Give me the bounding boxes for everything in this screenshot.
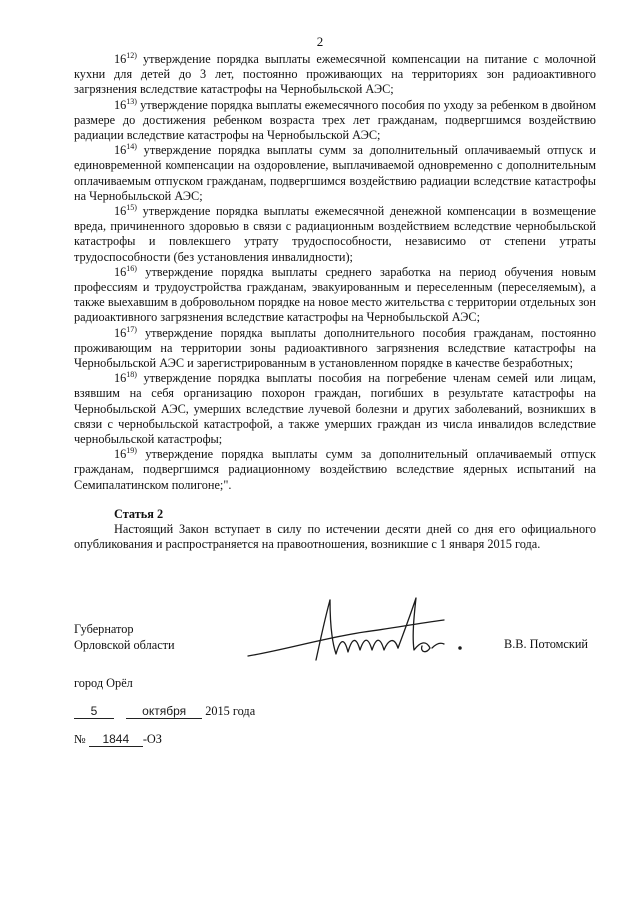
- paragraph-16-13: 16$^{13)}$ утверждение порядка выплаты ежемесячного пособия по уходу за ребенком в двойном размере до достижения ребенком возраста трех лет гражданам, подвергшимся воздействию радиации вследствие катастрофы на Чернобыльской АЭС;: [74, 96, 596, 143]
- article-heading: Статья 2: [114, 506, 164, 521]
- paragraph-16-14: 16$^{14)}$ утверждение порядка выплаты сумм за дополнительный оплачиваемый отпуск и единовременной компенсации на оздоровление, выплачиваемой одновременно с дополнительным оплачиваемым отпуском гражданам, подвергшимся воздействию радиации вследствие катастрофы на Чернобыльской АЭС;: [74, 142, 596, 203]
- law-body: [74, 52, 596, 553]
- paragraph-16-16: 16$^{16)}$ утверждение порядка выплаты среднего заработка на период обучения новым профессиям и трудоустройства гражданам, эвакуированным и переселенным (переселяемым), а также выехавшим в добровольном порядке на новое место жительства с территории отдельных зон радиоактивного загрязнения вследствие катастрофы на Чернобыльской АЭС;: [74, 263, 596, 325]
- paragraph-16-15: 16$^{15)}$ утверждение порядка выплаты ежемесячной денежной компенсации в возмещение вреда, причиненного здоровью в связи с радиационным воздействием вследствие чернобыльской катастрофы и повлекшего утрату трудоспособности, независимо от степени утраты трудоспособности (без установления инвалидности);: [74, 202, 596, 264]
- city: город Орёл: [74, 676, 133, 690]
- article-text: Настоящий Закон вступает в силу по истечении десяти дней со дня его официального опубликования и распространяется на правоотношения, возникшие с 1 января 2015 года.: [74, 522, 596, 552]
- date-year: 2015 года: [205, 704, 256, 718]
- signature-block: [74, 622, 596, 682]
- law-number: № 1844 -ОЗ: [74, 732, 162, 746]
- signing-date: [74, 704, 255, 719]
- page-number: 2: [316, 34, 324, 49]
- law-number-value: 1844: [89, 733, 143, 747]
- date-month: октября: [126, 705, 202, 719]
- handwritten-signature: [244, 592, 474, 672]
- paragraph-16-17: 16$^{17)}$ утверждение порядка выплаты дополнительного пособия гражданам, постоянно проживающим на территории зоны радиоактивного загрязнения вследствие катастрофы на Чернобыльской АЭС и зарегистрированным в установленном порядке в качестве безработных;: [74, 324, 596, 371]
- paragraph-16-12: 16$^{12)}$ утверждение порядка выплаты ежемесячной компенсации на питание с молочной кухни для детей до 3 лет, постоянно проживающих на территориях зон радиоактивного загрязнения вследствие катастрофы на Чернобыльской АЭС;: [74, 50, 596, 97]
- signer-title: Губернатор Орловской области: [74, 622, 175, 652]
- date-day: 5: [74, 705, 114, 719]
- paragraph-16-19: 16$^{19)}$ утверждение порядка выплаты сумм за дополнительный оплачиваемый отпуск гражданам, подвергшимся радиационному воздействию вследствие ядерных испытаний на Семипалатинском полигоне;".: [74, 446, 596, 492]
- paragraph-16-18: 16$^{18)}$ утверждение порядка выплаты пособия на погребение членам семей или лицам, взявшим на себя организацию похорон граждан, погибших в результате катастрофы на Чернобыльской АЭС, умерших вследствие лучевой болезни и других заболеваний, возникших в связи с чернобыльской катастрофой, а также умерших граждан из числа инвалидов вследствие чернобыльской катастрофы;: [74, 370, 596, 447]
- signer-name: В.В. Потомский: [504, 637, 588, 651]
